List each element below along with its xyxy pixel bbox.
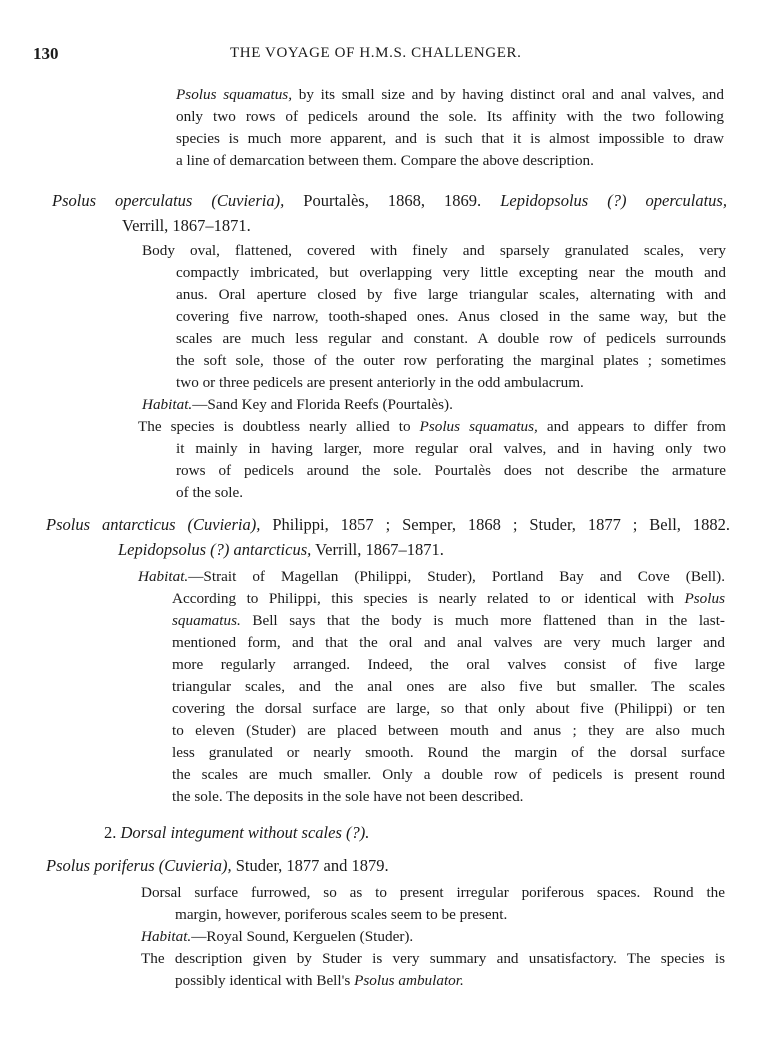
species-heading-poriferus: Psolus poriferus (Cuvieria), Studer, 1877 and 1879.: [46, 856, 389, 875]
habitat-poriferus: Habitat.—Royal Sound, Kerguelen (Studer).: [141, 928, 414, 945]
intro-paragraph: Psolus squamatus, by its small size and by having distinct oral and anal valves, and only two rows of pedicels around the sole. Its affinity with the two following species is much more apparent, and is such that it is almost impossible to draw a line of demarcation between them. Compare the above description.: [176, 86, 724, 169]
page-number: 130: [33, 44, 59, 63]
species-heading-operculatus: Psolus operculatus (Cuvieria), Pourtalès, 1868, 1869. Lepidopsolus (?) operculatus, Verrill, 1867–1871.: [52, 191, 727, 235]
habitat-antarcticus: Habitat.—Strait of Magellan (Philippi, Studer), Portland Bay and Cove (Bell). According to Philippi, this species is nearly related to or identical with Psolus squamatus. Bell says that the body is much more flattened than in the last- mentioned form, and that the oral and anal valves are very much larger and more regularly arranged. Indeed, the oral valves consist of five large triangular scales, and the anal ones are also five but smaller. The scales covering the dorsal surface are large, so that only about five (Philippi) or ten to eleven (Studer) are placed between mouth and anus ; they are also much less granulated or nearly smooth. Round the margin of the dorsal surface the scales are much smaller. Only a double row of pedicels is present round the sole. The deposits in the sole have not been described.: [138, 568, 725, 805]
section-heading: 2. Dorsal integument without scales (?).: [104, 823, 370, 842]
species-heading-antarcticus: Psolus antarcticus (Cuvieria), Philippi, 1857 ; Semper, 1868 ; Studer, 1877 ; Bell, 1882. Lepidopsolus (?) antarcticus, Verrill, 1867–1871.: [46, 515, 730, 559]
habitat-operculatus: Habitat.—Sand Key and Florida Reefs (Pourtalès).: [142, 396, 453, 413]
description-operculatus: Body oval, flattened, covered with finely and sparsely granulated scales, very compactly imbricated, but overlapping very little excepting near the mouth and anus. Oral aperture closed by five large triangular scales, alternating with and covering five narrow, tooth-shaped ones. Anus closed in the same way, but the scales are much less regular and constant. A double row of pedicels surrounds the soft sole, those of the outer row perforating the marginal plates ; sometimes two or three pedicels are present anteriorly in the odd ambulacrum. Habitat.—Sand Key and Florida Reefs (Pourtalès). The species is doubtless nearly allied to Psolus squamatus, and appears to differ from it mainly in having larger, more regular oral valves, and in having only two rows of pedicels around the sole. Pourtalès does not describe the armature of the sole.: [138, 242, 726, 501]
species-ref: Psolus squamatus,: [176, 86, 293, 103]
description-poriferus: Dorsal surface furrowed, so as to present irregular poriferous spaces. Round the margin, however, poriferous scales seem to be present. Habitat.—Royal Sound, Kerguelen (Studer). The description given by Studer is very summary and unsatisfactory. The species is possibly identical with Bell's Psolus ambulator.: [141, 884, 725, 989]
running-title: THE VOYAGE OF H.M.S. CHALLENGER.: [230, 45, 522, 61]
